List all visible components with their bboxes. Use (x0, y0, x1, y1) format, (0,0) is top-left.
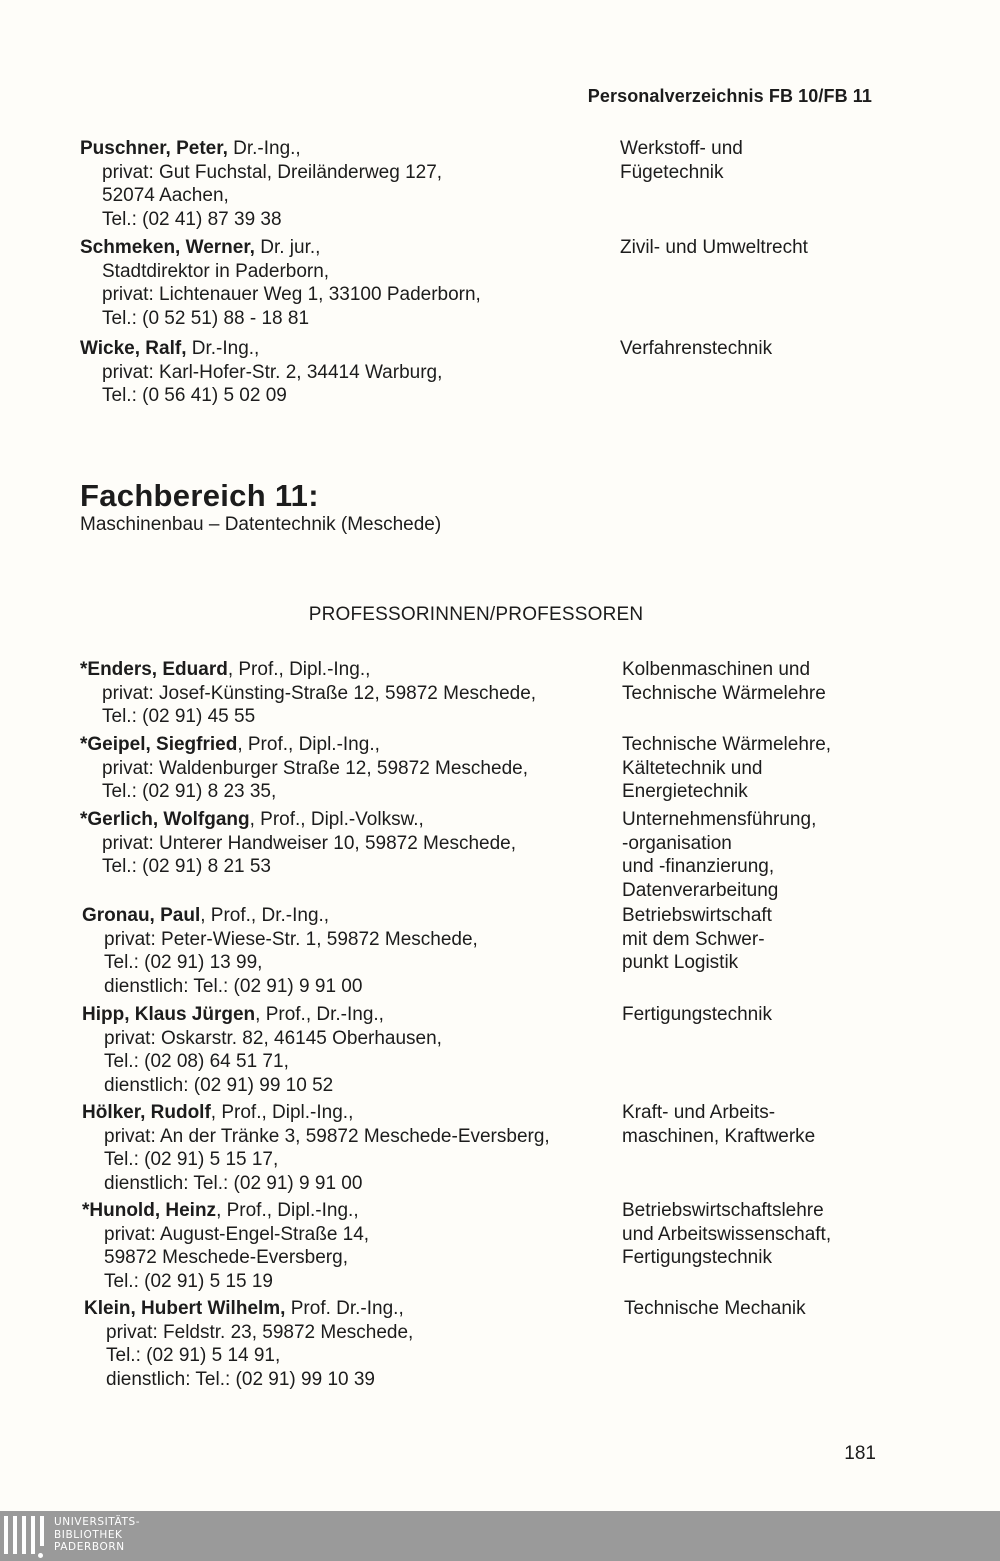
person-title: Dr.-Ing., (186, 338, 260, 359)
phone-line: Tel.: (02 08) 64 51 71, (104, 1051, 289, 1072)
person-entry-puschner (80, 137, 442, 231)
person-title: , Prof., Dipl.-Ing., (227, 659, 371, 680)
person-name-line (82, 904, 478, 928)
subject-field-puschner (620, 137, 743, 184)
person-title: , Prof., Dr.-Ing., (200, 905, 330, 926)
subject-field-enders (622, 658, 826, 705)
subject-line: und Arbeitswissenschaft, (622, 1223, 832, 1245)
phone-line: Tel.: (0 52 51) 88 - 18 81 (102, 307, 310, 329)
address-line: privat: Josef-Künsting-Straße 12, 59872 Meschede, (102, 682, 537, 704)
subject-line: -organisation (622, 832, 732, 854)
library-logo-text (54, 1516, 140, 1554)
person-name: *Gerlich, Wolfgang (80, 809, 250, 830)
person-name: Schmeken, Werner, (80, 237, 255, 258)
person-name-line (80, 137, 442, 161)
subject-field-hipp (622, 1003, 772, 1027)
subject-line: punkt Logistik (622, 952, 739, 973)
library-footer-bar (0, 1511, 1000, 1561)
subject-line: und -finanzierung, (622, 856, 775, 877)
person-title: , Prof., Dipl.-Ing., (210, 1102, 354, 1123)
address-line: 59872 Meschede-Eversberg, (104, 1247, 348, 1268)
subject-field-geipel (622, 733, 831, 804)
person-name-line (80, 733, 528, 757)
person-entry-schmeken (80, 236, 481, 330)
address-line: privat: August-Engel-Straße 14, (104, 1223, 370, 1245)
subject-line: Datenverarbeitung (622, 879, 779, 901)
position-line: Stadtdirektor in Paderborn, (102, 260, 330, 282)
section-subtitle: Maschinenbau – Datentechnik (Meschede) (80, 514, 442, 535)
address-line: privat: Oskarstr. 82, 46145 Oberhausen, (104, 1027, 442, 1049)
office-phone-line: dienstlich: Tel.: (02 91) 9 91 00 (104, 975, 363, 997)
person-entry-hipp (82, 1003, 442, 1097)
running-head: Personalverzeichnis FB 10/FB 11 (587, 86, 872, 106)
subject-field-hoelker (622, 1101, 815, 1148)
phone-line: Tel.: (02 91) 5 15 17, (104, 1149, 279, 1170)
person-title: , Prof., Dr.-Ing., (255, 1004, 384, 1025)
person-entry-gronau (82, 904, 478, 998)
person-name: Wicke, Ralf, (80, 338, 187, 359)
phone-line: Tel.: (02 41) 87 39 38 (102, 208, 282, 230)
phone-line: Tel.: (02 91) 8 23 35, (102, 781, 277, 802)
library-logo-icon (4, 1516, 44, 1556)
subject-line: Kältetechnik und (622, 757, 763, 779)
address-line: privat: Lichtenauer Weg 1, 33100 Paderborn, (102, 284, 481, 305)
subject-line: Technische Wärmelehre, (622, 734, 832, 755)
person-name: Hipp, Klaus Jürgen (82, 1004, 256, 1025)
person-name: Klein, Hubert Wilhelm, (84, 1298, 286, 1319)
address-line: privat: Unterer Handweiser 10, 59872 Meschede, (102, 832, 517, 854)
person-title: Dr. jur., (254, 237, 321, 258)
address-line: privat: An der Tränke 3, 59872 Meschede-Eversberg, (104, 1125, 550, 1147)
person-title: , Prof., Dipl.-Ing., (216, 1200, 359, 1221)
person-name: Puschner, Peter, (80, 138, 228, 159)
address-line: privat: Waldenburger Straße 12, 59872 Meschede, (102, 757, 528, 779)
person-entry-wicke (80, 337, 442, 408)
subject-line: Betriebswirtschaftslehre (622, 1200, 824, 1221)
person-name-line (82, 1101, 550, 1125)
office-phone-line: dienstlich: Tel.: (02 91) 99 10 39 (106, 1368, 375, 1390)
subject-line: Fügetechnik (620, 161, 724, 183)
office-phone-line: dienstlich: Tel.: (02 91) 9 91 00 (104, 1172, 363, 1194)
person-title: , Prof., Dipl.-Ing., (237, 734, 380, 755)
subject-line: Unternehmensführung, (622, 809, 817, 830)
subject-field-schmeken (620, 236, 808, 260)
person-name: *Enders, Eduard (80, 659, 228, 680)
subject-line: Fertigungstechnik (622, 1247, 772, 1268)
subject-field-wicke (620, 337, 772, 361)
logo-dot-icon (38, 1553, 43, 1558)
person-title: Prof. Dr.-Ing., (285, 1298, 404, 1319)
address-line: 52074 Aachen, (102, 185, 229, 206)
page-number: 181 (844, 1443, 876, 1464)
person-entry-geipel (80, 733, 528, 804)
subject-line: Betriebswirtschaft (622, 905, 772, 926)
office-phone-line: dienstlich: (02 91) 99 10 52 (104, 1074, 334, 1096)
person-entry-hoelker (82, 1101, 550, 1195)
person-name: *Hunold, Heinz (82, 1200, 217, 1221)
subject-field-gronau (622, 904, 772, 975)
phone-line: Tel.: (02 91) 13 99, (104, 952, 263, 973)
person-name-line (80, 808, 516, 832)
phone-line: Tel.: (0 56 41) 5 02 09 (102, 385, 287, 406)
person-entry-enders (80, 658, 536, 729)
address-line: privat: Feldstr. 23, 59872 Meschede, (106, 1321, 414, 1343)
person-name-line (80, 658, 536, 682)
person-entry-hunold (82, 1199, 369, 1293)
section-title: Fachbereich 11: (80, 478, 319, 513)
subject-line: Technische Mechanik (624, 1298, 806, 1319)
person-name: Gronau, Paul (82, 905, 201, 926)
phone-line: Tel.: (02 91) 8 21 53 (102, 856, 271, 877)
person-title: Dr.-Ing., (227, 138, 301, 159)
address-line: privat: Karl-Hofer-Str. 2, 34414 Warburg, (102, 361, 443, 383)
logo-text-line: BIBLIOTHEK (54, 1528, 123, 1541)
phone-line: Tel.: (02 91) 5 15 19 (104, 1270, 273, 1292)
person-entry-gerlich (80, 808, 516, 879)
address-line: privat: Peter-Wiese-Str. 1, 59872 Meschede, (104, 928, 478, 950)
person-name: Hölker, Rudolf (82, 1102, 211, 1123)
subject-line: mit dem Schwer- (622, 928, 765, 950)
subject-line: Kraft- und Arbeits- (622, 1102, 776, 1123)
subject-line: Kolbenmaschinen und (622, 659, 811, 680)
subject-line: Energietechnik (622, 781, 748, 802)
person-name-line (82, 1003, 442, 1027)
person-title: , Prof., Dipl.-Volksw., (249, 809, 424, 830)
person-name-line (80, 236, 481, 260)
person-entry-klein (84, 1297, 413, 1391)
person-name-line (84, 1297, 413, 1321)
group-heading: PROFESSORINNEN/PROFESSOREN (308, 604, 644, 625)
person-name-line (80, 337, 442, 361)
logo-text-line: PADERBORN (54, 1541, 125, 1553)
phone-line: Tel.: (02 91) 5 14 91, (106, 1345, 281, 1366)
person-name: *Geipel, Siegfried (80, 734, 238, 755)
subject-field-hunold (622, 1199, 831, 1270)
subject-line: Fertigungstechnik (622, 1004, 772, 1025)
subject-line: Verfahrenstechnik (620, 338, 773, 359)
phone-line: Tel.: (02 91) 45 55 (102, 706, 256, 727)
logo-text-line: UNIVERSITÄTS- (54, 1516, 141, 1528)
address-line: privat: Gut Fuchstal, Dreiländerweg 127, (102, 161, 443, 183)
subject-line: Zivil- und Umweltrecht (620, 237, 808, 258)
person-name-line (82, 1199, 369, 1223)
subject-line: Werkstoff- und (620, 138, 743, 159)
subject-line: Technische Wärmelehre (622, 682, 826, 704)
subject-field-klein (624, 1297, 806, 1321)
subject-field-gerlich (622, 808, 816, 902)
subject-line: maschinen, Kraftwerke (622, 1125, 816, 1147)
